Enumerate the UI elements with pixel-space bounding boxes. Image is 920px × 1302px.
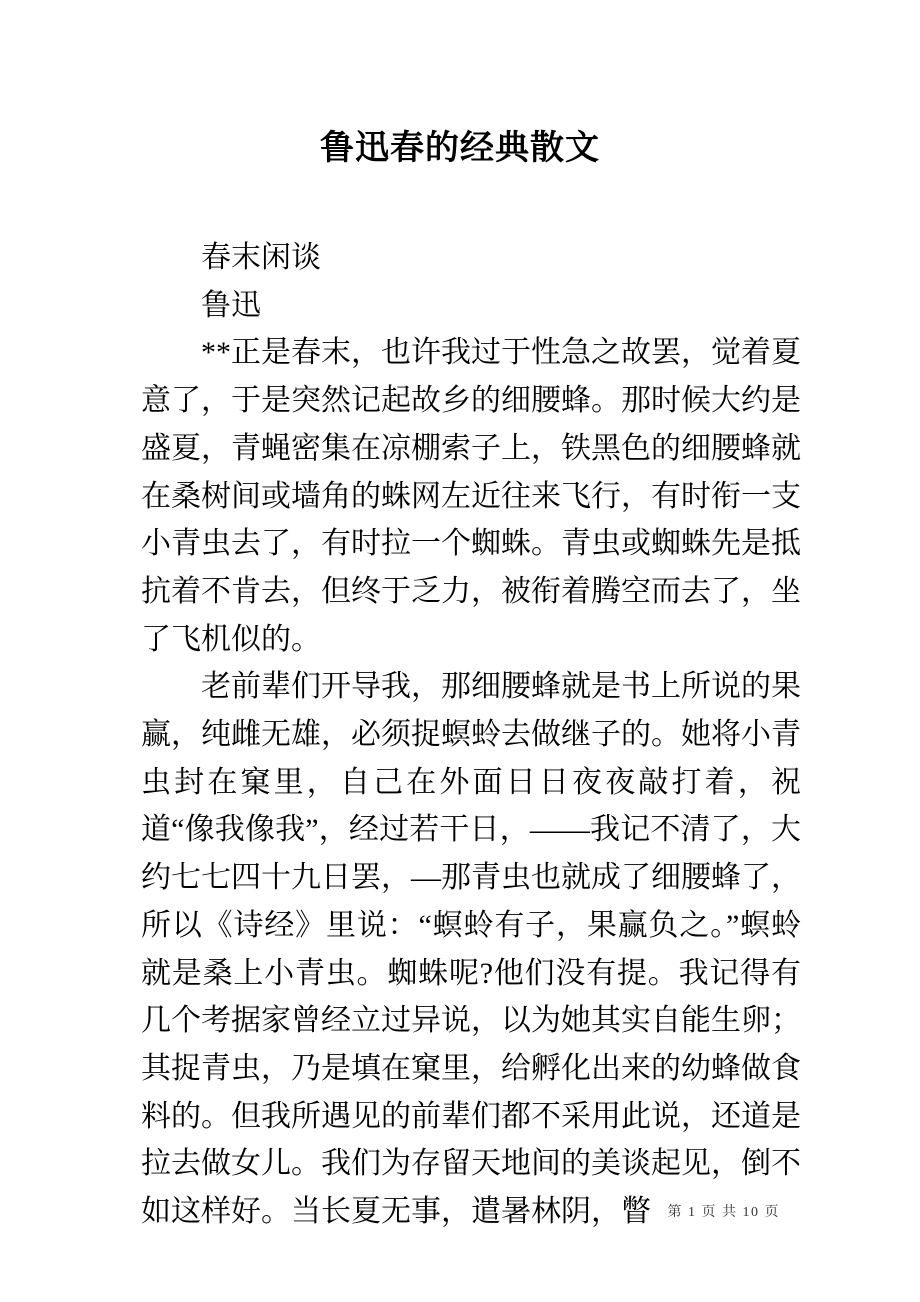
page-number-label: 第 1 页 共 10 页 [667,1205,780,1220]
page-footer [668,1203,781,1223]
document-title: 鲁迅春的经典散文 [320,130,600,167]
essay-author: 鲁迅 [201,288,261,322]
essay-subtitle: 春末闲谈 [201,241,321,274]
document-body [141,234,801,1236]
essay-paragraph-1: **正是春末，也许我过于性急之故罢，觉着夏意了，于是突然记起故乡的细腰蜂。那时候大约是盛夏，青蝇密集在凉棚索子上，铁黑色的细腰蜂就在桑树间或墙角的蛛网左近往来飞行，有时衔一支小青虫去了，有时拉一个蜘蛛。青虫或蜘蛛先是抵抗着不肯去，但终于乏力，被衔着腾空而去了，坐了飞机似的。 [141,336,801,656]
essay-paragraph-2: 老前辈们开导我，那细腰蜂就是书上所说的果赢，纯雌无雄，必须捉螟蛉去做继子的。她将小青虫封在窠里，自己在外面日日夜夜敲打着，祝道“像我像我”，经过若干日，——我记不清了，大约七七四十九日罢，—那青虫也就成了细腰蜂了，所以《诗经》里说：“螟蛉有子，果赢负之。”螟蛉就是桑上小青虫。蜘蛛呢?他们没有提。我记得有几个考据家曾经立过异说，以为她其实自能生卵；其捉青虫，乃是填在窠里，给孵化出来的幼蜂做食料的。但我所遇见的前辈们都不采用此说，还道是拉去做女儿。我们为存留天地间的美谈起见，倒不如这样好。当长夏无事，遣暑林阴，瞥 [141,670,801,1229]
